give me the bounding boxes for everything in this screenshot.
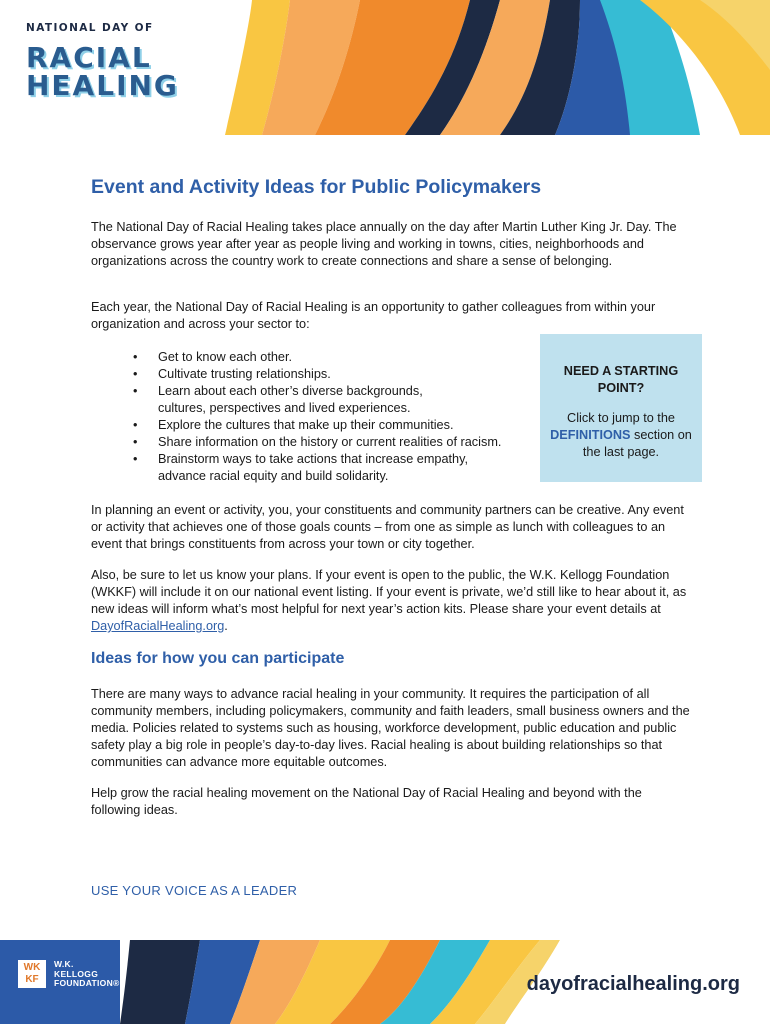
racial-healing-logo[interactable] bbox=[26, 22, 179, 100]
website-link[interactable]: DayofRacialHealing.org bbox=[91, 619, 225, 633]
ideas-paragraph: There are many ways to advance racial healing in your community. It requires the participation of all community members, including policymakers, community and faith leaders, small business owners and the media. Policies related to systems such as housing, workforce development, public education and public safety play a big role in people’s day-to-day lives. Racial healing is about building relationships so that communities can advance more equitable outcomes. bbox=[91, 687, 690, 769]
list-item: • Explore the cultures that make up their communities. bbox=[133, 418, 454, 432]
list-item: • Get to know each other. bbox=[133, 350, 293, 364]
bullet-icon: • bbox=[133, 367, 138, 381]
logo-line-2: RACIAL bbox=[26, 41, 152, 74]
bullet-icon: • bbox=[133, 350, 138, 364]
help-paragraph: Help grow the racial healing movement on the National Day of Racial Healing and beyond with the following ideas. bbox=[91, 786, 642, 817]
bullet-icon: • bbox=[133, 418, 138, 432]
callout-title: NEED A STARTING POINT? bbox=[563, 364, 679, 395]
starting-point-callout[interactable] bbox=[540, 334, 702, 482]
bullet-icon: • bbox=[133, 435, 138, 449]
section-label: USE YOUR VOICE AS A LEADER bbox=[91, 883, 298, 898]
goals-list bbox=[133, 349, 533, 485]
intro-paragraph: The National Day of Racial Healing takes place annually on the day after Martin Luther King Jr. Day. The observance grows year after year as people living and working in towns, cities, neighborhoods and organizations across the country work to create connections and share a sense of belonging. bbox=[91, 220, 677, 268]
list-item: • Learn about each other’s diverse backgrounds, cultures, perspectives and lived experiences. bbox=[133, 384, 423, 415]
list-item: • Brainstorm ways to take actions that increase empathy, advance racial equity and build solidarity. bbox=[133, 452, 469, 483]
planning-paragraph: In planning an event or activity, you, your constituents and community partners can be creative. Any event or activity that achieves one of those goals counts – from one as simple as lunch with colleagues to an event that brings constituents from across your town or city together. bbox=[91, 503, 684, 551]
wkkf-mark: WK KF bbox=[18, 960, 46, 988]
lead-paragraph: Each year, the National Day of Racial Healing is an opportunity to gather colleagues from within your organization and across your sector to: bbox=[91, 300, 656, 331]
list-item: • Cultivate trusting relationships. bbox=[133, 367, 331, 381]
bullet-icon: • bbox=[133, 384, 138, 398]
page-title: Event and Activity Ideas for Public Policymakers bbox=[91, 176, 542, 198]
logo-line-1: NATIONAL DAY OF bbox=[26, 22, 154, 34]
list-item: • Share information on the history or current realities of racism. bbox=[133, 435, 502, 449]
website-footer-link[interactable]: dayofracialhealing.org bbox=[526, 973, 740, 995]
definitions-link[interactable]: DEFINITIONS bbox=[550, 428, 631, 442]
logo-line-3: HEALING bbox=[26, 69, 179, 102]
bullet-icon: • bbox=[133, 452, 138, 466]
callout-body: Click to jump to the DEFINITIONS section on the last page. bbox=[550, 411, 692, 459]
plans-paragraph: Also, be sure to let us know your plans. If your event is open to the public, the W.K. Kellogg Foundation (WKKF) will include it on our national event listing. If your event is private, we’d still like to hear about it, as new ideas will inform what’s most helpful for next year’s action kits. Please share your event details at DayofRacialHealing.org. bbox=[91, 568, 687, 633]
wkkf-name: W.K. KELLOGG FOUNDATION® bbox=[54, 959, 120, 988]
ideas-heading: Ideas for how you can participate bbox=[91, 650, 345, 667]
wkkf-logo[interactable] bbox=[18, 960, 120, 989]
